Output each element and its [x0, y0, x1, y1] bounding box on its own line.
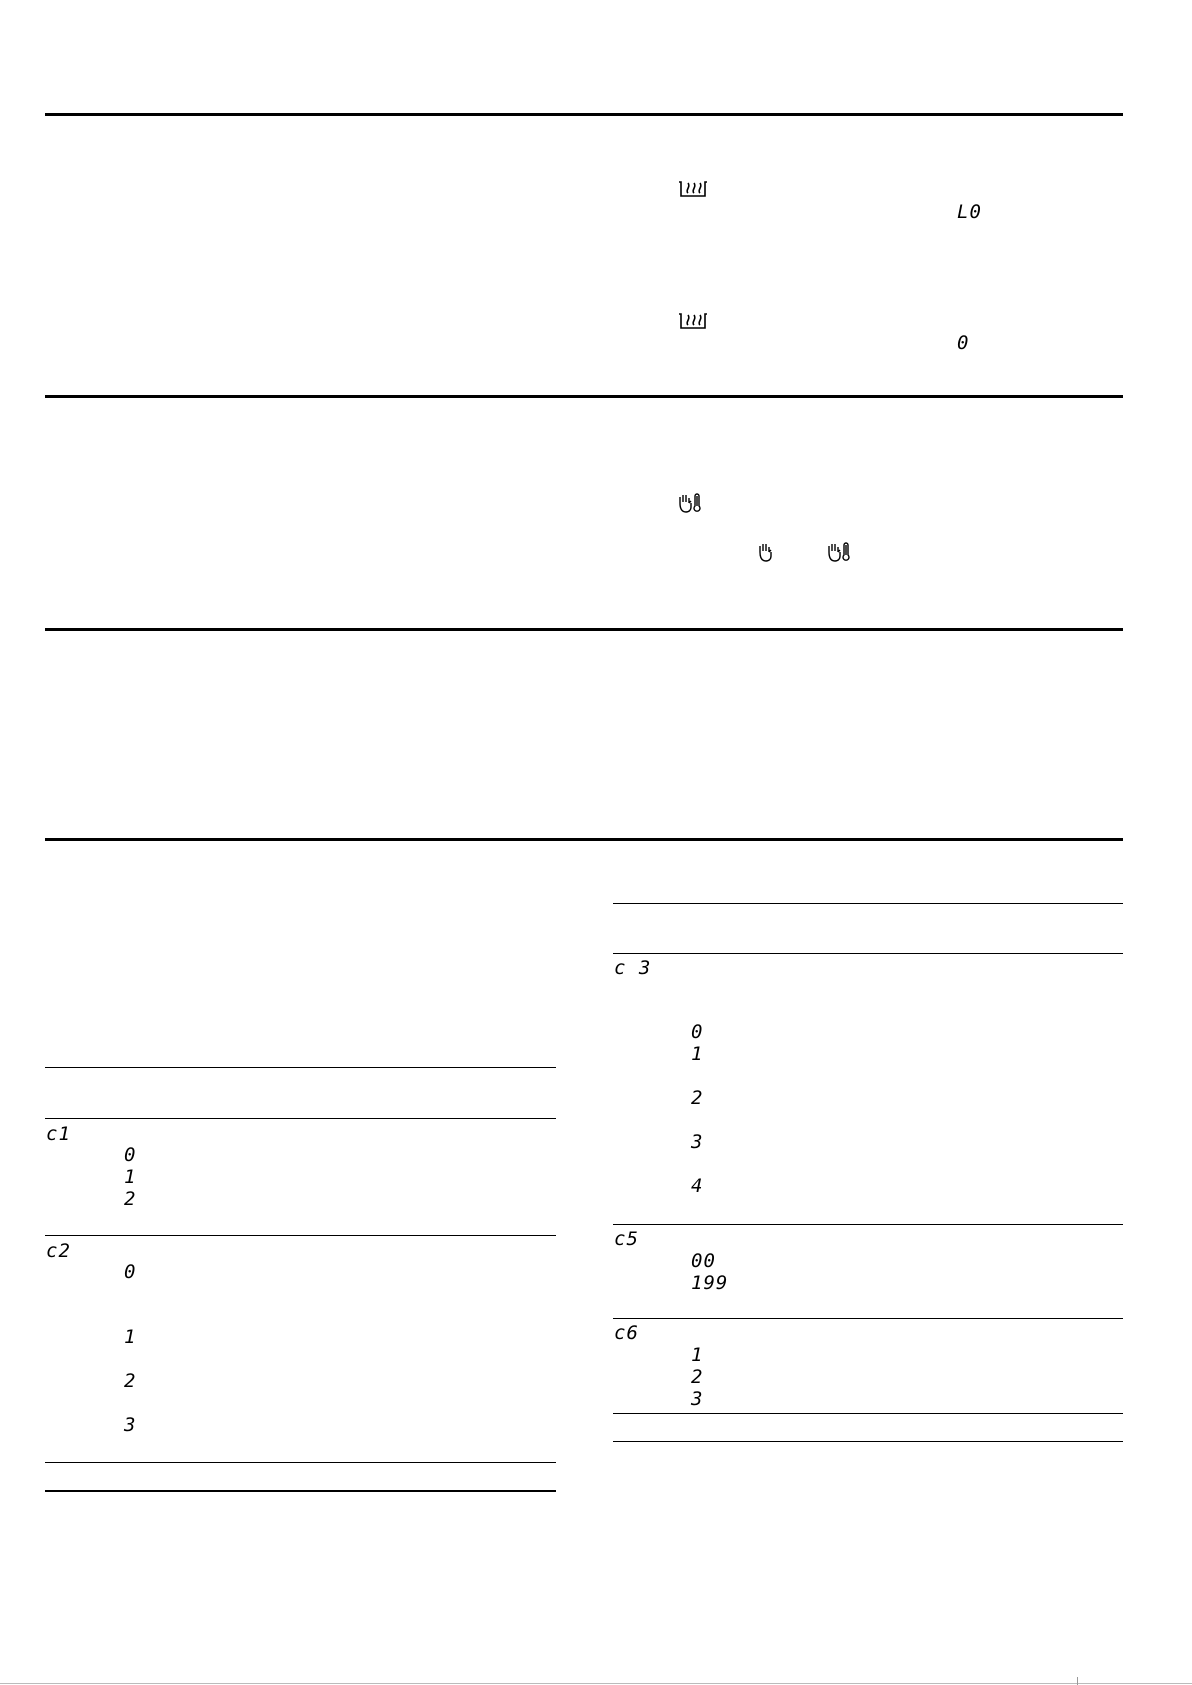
page-bottom-edge — [0, 1683, 1192, 1684]
table-rule — [45, 1118, 556, 1119]
section-divider — [45, 113, 1123, 116]
option-value: 3 — [691, 1388, 704, 1410]
option-value: 1 — [691, 1043, 704, 1065]
table-rule — [613, 1413, 1123, 1414]
option-value: 1 — [691, 1344, 704, 1366]
table-rule — [613, 953, 1123, 954]
display-zero: 0 — [957, 332, 970, 354]
table-rule — [45, 1235, 556, 1236]
section-divider — [45, 628, 1123, 631]
setting-code-c5: c5 — [614, 1228, 639, 1250]
option-value: 2 — [691, 1366, 704, 1388]
setting-code-c3: c 3 — [614, 957, 652, 979]
option-value: 1 — [124, 1326, 137, 1348]
setting-code-c2: c2 — [46, 1240, 71, 1262]
option-value: 00 — [691, 1250, 716, 1272]
table-rule — [613, 1224, 1123, 1225]
table-rule — [613, 1318, 1123, 1319]
table-rule — [613, 1441, 1123, 1442]
option-value: 1 — [124, 1166, 137, 1188]
option-value: 0 — [691, 1021, 704, 1043]
heat-icon — [678, 310, 710, 332]
option-value: 0 — [124, 1144, 137, 1166]
setting-code-c6: c6 — [614, 1322, 639, 1344]
option-value: 2 — [124, 1370, 137, 1392]
option-value: 4 — [691, 1175, 704, 1197]
option-value: 2 — [124, 1188, 137, 1210]
option-value: 2 — [691, 1087, 704, 1109]
option-value: 0 — [124, 1261, 137, 1283]
option-value: 3 — [691, 1131, 704, 1153]
section-divider — [45, 395, 1123, 398]
table-rule — [45, 1462, 556, 1463]
display-l0: L0 — [957, 201, 982, 223]
table-rule — [45, 1490, 556, 1492]
heat-icon — [678, 178, 710, 200]
option-value: 3 — [124, 1414, 137, 1436]
table-rule — [45, 1067, 556, 1068]
hand-thermometer-icon — [676, 493, 702, 515]
table-rule — [613, 903, 1123, 904]
hand-thermometer-icon — [825, 542, 851, 564]
page-bottom-tick — [1077, 1677, 1078, 1685]
hand-icon — [756, 542, 774, 564]
option-value: 199 — [691, 1272, 729, 1294]
setting-code-c1: c1 — [46, 1123, 71, 1145]
section-divider — [45, 838, 1123, 841]
